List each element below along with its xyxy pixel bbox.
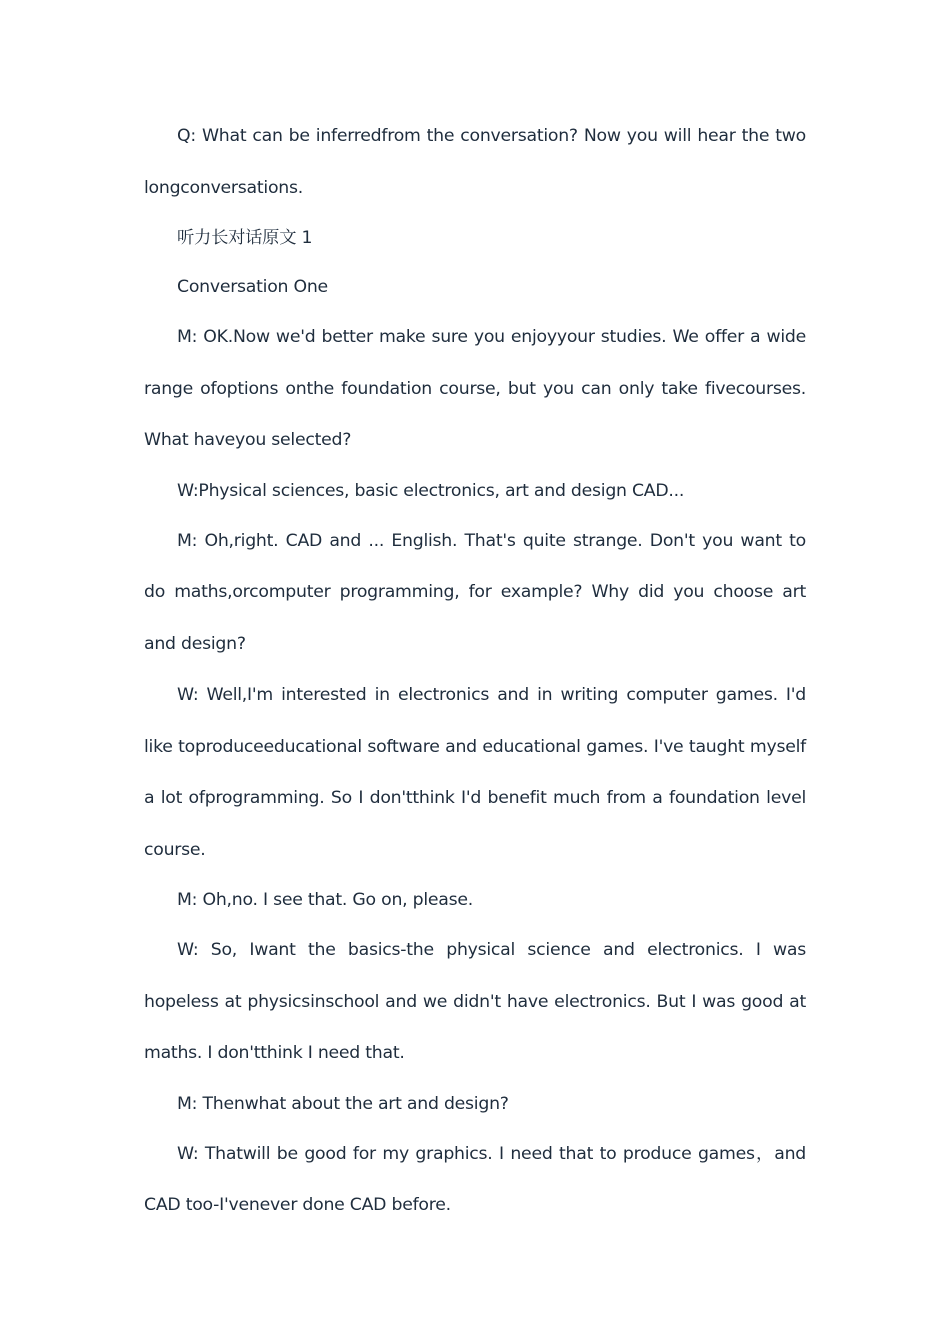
- dialogue-line-5: M: Oh,no. I see that. Go on, please.: [177, 890, 474, 910]
- dialogue-line-2: W:Physical sciences, basic electronics, art and design CAD...: [177, 480, 685, 501]
- dialogue-line-6: W: So, Iwant the basics-the physical science and electronics. I was hopeless at physicsinschool and we didn't have electronics. But I was good at maths. I don'tthink I need that.: [144, 940, 806, 1063]
- dialogue-line-3: M: Oh,right. CAD and ... English. That's quite strange. Don't you want to do maths,orcomputer programming, for example? Why did you choose art and design?: [144, 530, 806, 654]
- dialogue-line-7: M: Thenwhat about the art and design?: [177, 1093, 509, 1114]
- conversation-heading: Conversation One: [177, 277, 328, 297]
- dialogue-line-4: W: Well,I'm interested in electronics and in writing computer games. I'd like toproduceeducational software and educational games. I've taught myself a lot ofprogramming. So I don'tthink I'd benefit much from a foundation level course.: [144, 685, 806, 860]
- dialogue-line-8: W: Thatwill be good for my graphics. I need that to produce games，and CAD too-I'venever done CAD before.: [144, 1143, 806, 1215]
- document-page: [144, 111, 806, 1232]
- question-paragraph: Q: What can be inferredfrom the conversation? Now you will hear the two longconversations.: [144, 126, 806, 198]
- dialogue-line-1: M: OK.Now we'd better make sure you enjoyyour studies. We offer a wide range ofoptions onthe foundation course, but you can only take fivecourses. What haveyou selected?: [144, 327, 806, 450]
- section-title-chinese: 听力长对话原文 1: [177, 228, 313, 248]
